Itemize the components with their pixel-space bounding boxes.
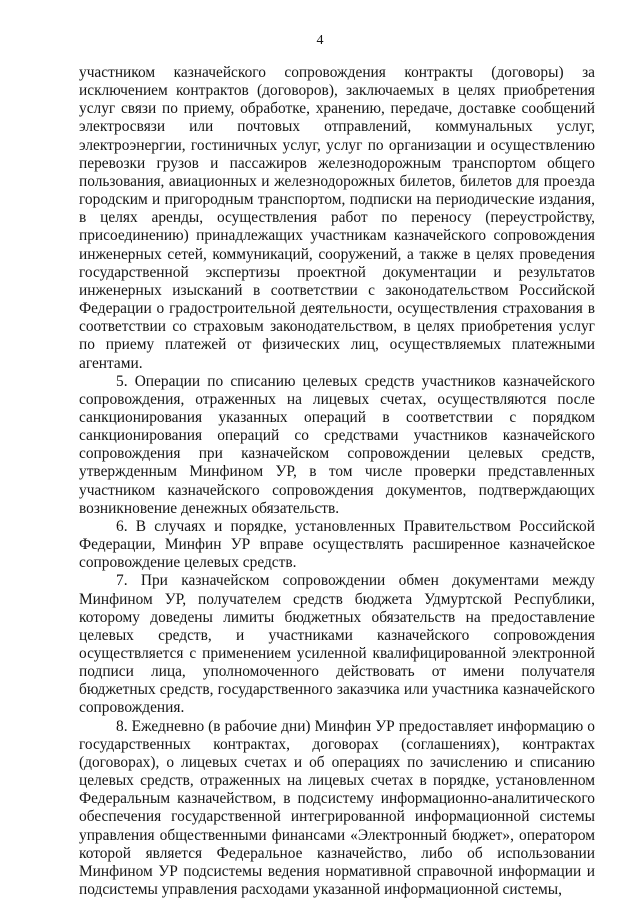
paragraph-continuation: участником казначейского сопровождения контракты (договоры) за исключением контрактов (договоров), заключаемых в целях приобретения услуг связи по приему, обработке, хранению, передаче, доставке сообщений электросвязи или почтовых отправлений, коммунальных услуг, электроэнергии, гостиничных услуг, услуг по организации и осуществлению перевозки грузов и пассажиров железнодорожным транспортом общего пользования, авиационных и железнодорожных билетов, билетов для проезда городским и пригородным транспортом, подписки на периодические издания, в целях аренды, осуществления работ по переносу (переустройству, присоединению) принадлежащих участникам казначейского сопровождения инженерных сетей, коммуникаций, сооружений, а также в целях проведения государственной экспертизы проектной документации и результатов инженерных изысканий в соответствии с законодательством Российской Федерации о градостроительной деятельности, осуществления страхования в соответствии со страховым законодательством, в целях приобретения услуг по приему платежей от физических лиц, осуществляемых платежными агентами. [79, 64, 595, 372]
paragraph-item-6: 6. В случаях и порядке, установленных Правительством Российской Федерации, Минфин УР вправе осуществлять расширенное казначейское сопровождение целевых средств. [79, 517, 595, 572]
paragraph-item-7: 7. При казначейском сопровождении обмен документами между Минфином УР, получателем средств бюджета Удмуртской Республики, которому доведены лимиты бюджетных обязательств на предоставление целевых средств, и участниками казначейского сопровождения осуществляется с применением усиленной квалифицированной электронной подписи лица, уполномоченного действовать от имени получателя бюджетных средств, государственного заказчика или участника казначейского сопровождения. [79, 572, 595, 717]
page-number: 4 [316, 33, 324, 48]
paragraph-item-8: 8. Ежедневно (в рабочие дни) Минфин УР предоставляет информацию о государственных контрактах, договорах (соглашениях), контрактах (договорах), о лицевых счетах и об операциях по зачислению и списанию целевых средств, отраженных на лицевых счетах в порядке, установленном Федеральным казначейством, в подсистему информационно-аналитического обеспечения государственной интегрированной информационной системы управления общественными финансами «Электронный бюджет», оператором которой является Федеральное казначейство, либо об использовании Минфином УР подсистемы ведения нормативной справочной информации и подсистемы управления расходами указанной информационной системы, [79, 717, 595, 899]
document-body [79, 64, 595, 899]
paragraph-item-5: 5. Операции по списанию целевых средств участников казначейского сопровождения, отраженных на лицевых счетах, осуществляются после санкционирования указанных операций в соответствии с порядком санкционирования операций со средствами участников казначейского сопровождения при казначейском сопровождении целевых средств, утвержденным Минфином УР, в том числе проверки представленных участником казначейского сопровождения документов, подтверждающих возникновение денежных обязательств. [79, 372, 595, 517]
